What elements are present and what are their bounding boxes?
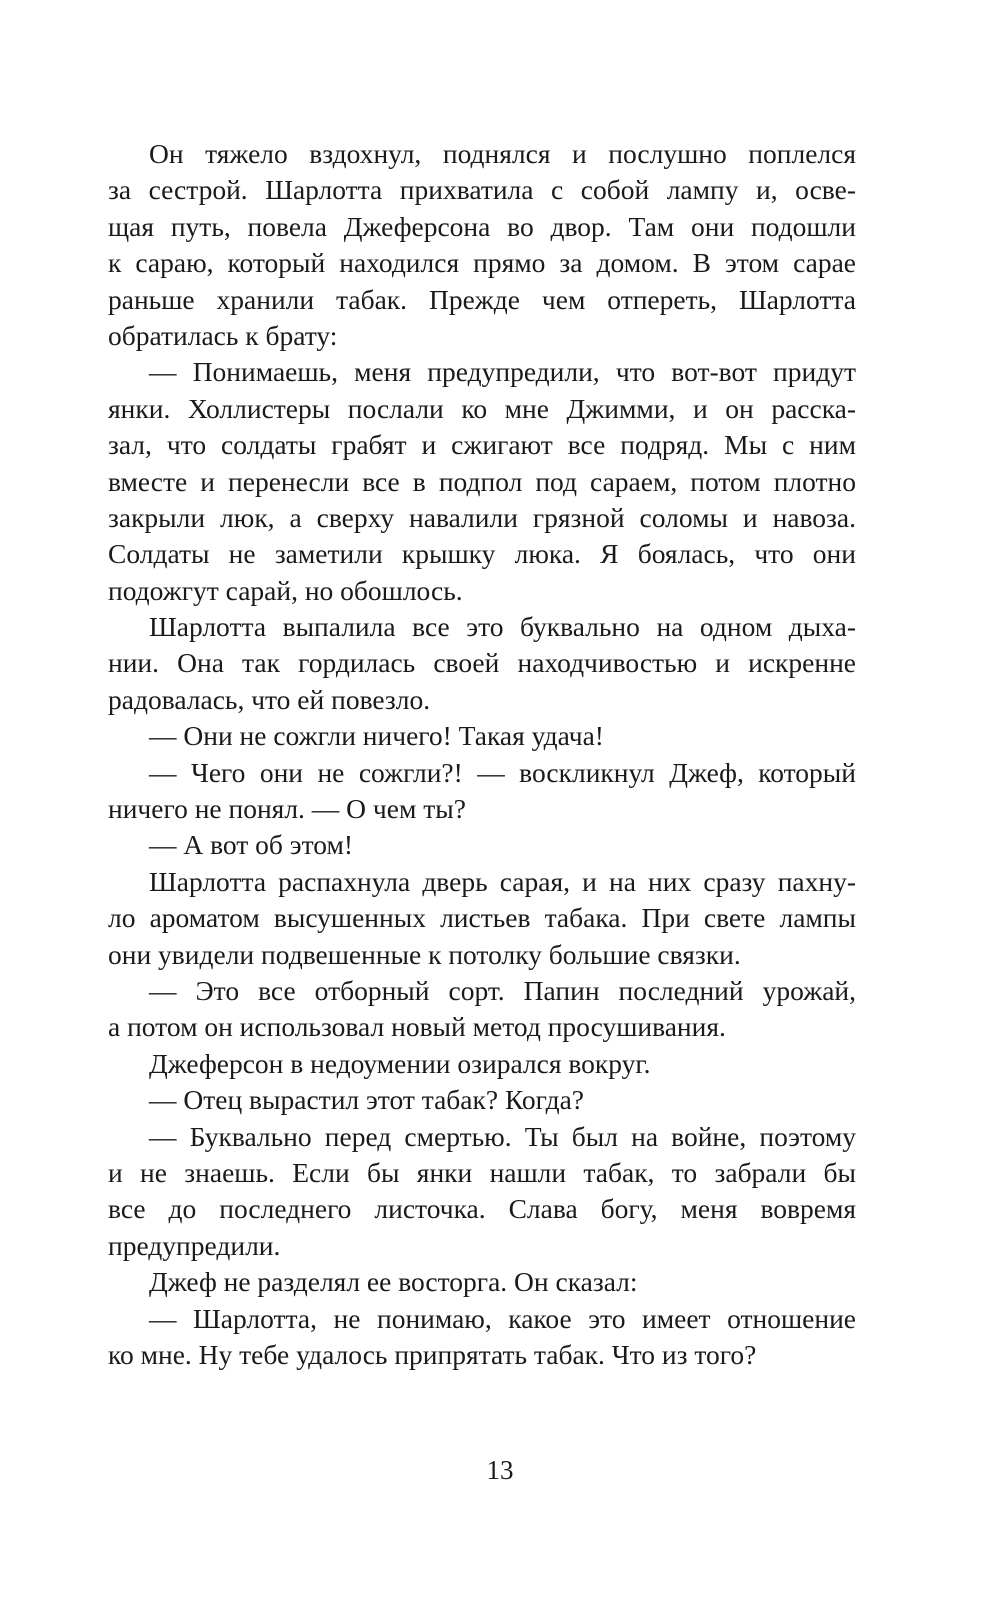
text-line: — Понимаешь, меня предупредили, что вот-вот придут bbox=[149, 356, 856, 388]
text-line: — Они не сожгли ничего! Такая удача! bbox=[149, 720, 604, 752]
text-line: Джеферсон в недоумении озирался вокруг. bbox=[149, 1047, 651, 1079]
page-number: 13 bbox=[486, 1455, 514, 1485]
text-line: Джеф не разделял ее восторга. Он сказал: bbox=[149, 1266, 638, 1298]
text-line: — Это все отборный сорт. Папин последний урожай, bbox=[149, 974, 856, 1006]
text-line: — А вот об этом! bbox=[149, 829, 354, 861]
text-line: к сараю, который находился прямо за домом. В этом сарае bbox=[108, 247, 856, 279]
text-line: янки. Холлистеры послали ко мне Джимми, и он расска- bbox=[108, 392, 856, 424]
text-line: раньше хранили табак. Прежде чем отпереть, Шарлотта bbox=[108, 283, 856, 315]
text-line: ко мне. Ну тебе удалось припрятать табак. Что из того? bbox=[108, 1338, 757, 1370]
text-line: вместе и перенесли все в подпол под сараем, потом плотно bbox=[108, 465, 856, 497]
text-line: — Шарлотта, не понимаю, какое это имеет отношение bbox=[149, 1302, 856, 1334]
text-line: — Отец вырастил этот табак? Когда? bbox=[149, 1084, 584, 1116]
text-line: а потом он использовал новый метод просушивания. bbox=[108, 1011, 726, 1043]
text-line: Солдаты не заметили крышку люка. Я боялась, что они bbox=[108, 538, 856, 570]
text-line: щая путь, повела Джеферсона во двор. Там они подошли bbox=[108, 210, 856, 242]
text-line: за сестрой. Шарлотта прихватила с собой лампу и, осве- bbox=[108, 174, 856, 206]
text-line: ничего не понял. — О чем ты? bbox=[108, 793, 466, 825]
text-line: Шарлотта выпалила все это буквально на одном дыха- bbox=[149, 611, 856, 643]
text-line: зал, что солдаты грабят и сжигают все подряд. Мы с ним bbox=[108, 429, 856, 461]
text-line: — Буквально перед смертью. Ты был на войне, поэтому bbox=[149, 1120, 856, 1152]
text-line: радовалась, что ей повезло. bbox=[108, 683, 431, 715]
text-line: Шарлотта распахнула дверь сарая, и на них сразу пахну- bbox=[149, 865, 856, 897]
text-line: предупредили. bbox=[108, 1229, 281, 1261]
text-line: и не знаешь. Если бы янки нашли табак, то забрали бы bbox=[108, 1156, 856, 1188]
text-line: ло ароматом высушенных листьев табака. При свете лампы bbox=[108, 902, 856, 934]
text-line: все до последнего листочка. Слава богу, меня вовремя bbox=[108, 1193, 856, 1225]
text-line: подожгут сарай, но обошлось. bbox=[108, 574, 463, 606]
text-line: — Чего они не сожгли?! — воскликнул Джеф, который bbox=[149, 756, 856, 788]
text-line: Он тяжело вздохнул, поднялся и послушно поплелся bbox=[149, 138, 856, 169]
text-line: нии. Она так гордилась своей находчивостью и искренне bbox=[108, 647, 856, 679]
body-text bbox=[108, 136, 856, 1373]
text-line: обратилась к брату: bbox=[108, 319, 338, 351]
text-line: они увидели подвешенные к потолку большие связки. bbox=[108, 938, 741, 970]
text-line: закрыли люк, а сверху навалили грязной соломы и навоза. bbox=[108, 501, 856, 533]
